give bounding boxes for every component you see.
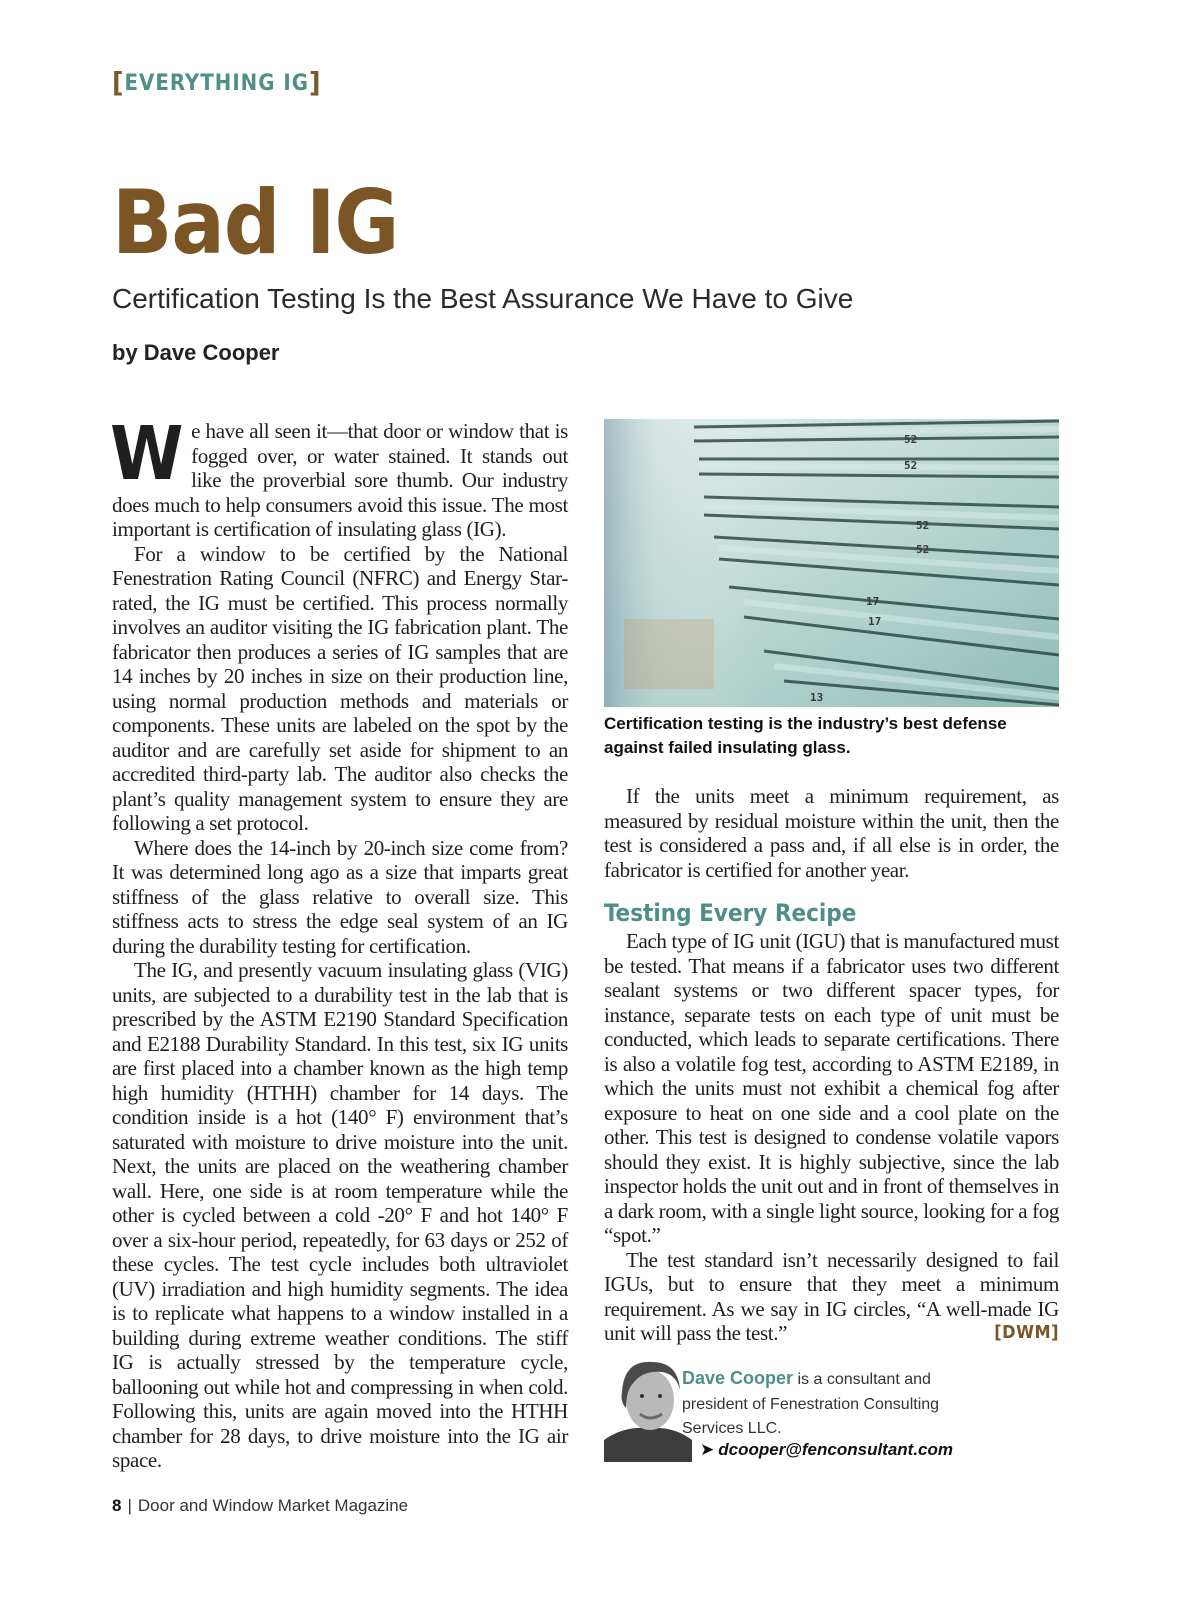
paragraph: If the units meet a minimum requirement, as measured by residual moisture within the unit, then the test is considered a pass and, if all else is in order, the fabricator is certified for another year. — [604, 784, 1059, 882]
left-column — [110, 411, 568, 1473]
author-bio-text: is a consultant and president of Fenestration Consulting Services LLC. — [682, 1371, 940, 1437]
kicker-label: EVERYTHING IG — [124, 71, 309, 96]
paragraph: Each type of IG unit (IGU) that is manufactured must be tested. That means if a fabricator uses two different sealant systems or two different spacer types, for instance, separate tests on each type of unit must be conducted, which leads to separate certifications. There is also a volatile fog test, according to ASTM E2189, in which the units must not exhibit a chemical fog after exposure to heat on one side and a cool plate on the other. This test is designed to condense volatile vapors should they exist. It is highly subjective, since the lab inspector holds the unit out and in front of themselves in a dark room, with a single light source, looking for a fog “spot.” — [604, 929, 1060, 1247]
pane-mark: 13 — [810, 691, 824, 704]
pane-mark: 17 — [868, 615, 882, 628]
glass-stack-photo — [604, 419, 1059, 707]
pane-mark: 52 — [904, 459, 918, 472]
kicker-bracket-open: [ — [112, 66, 125, 99]
pane-mark: 52 — [916, 519, 930, 532]
author-portrait-icon — [604, 1352, 692, 1462]
pane-mark: 17 — [866, 595, 880, 608]
arrow-right-icon: ➤ — [700, 1440, 715, 1459]
paragraph: The IG, and presently vacuum insulating glass (VIG) units, are subjected to a durability test in the lab that is prescribed by the ASTM E2190 Standard Specification and E2188 Durability Standard. In this test, six IG units are first placed into a chamber known as the high temp high humidity (HTHH) chamber for 14 days. The condition inside is a hot (140° F) environment that’s saturated with moisture to drive moisture into the unit. Next, the units are placed on the weathering chamber wall. Here, one side is at room temperature while the other is cycled between a cold -20° F and hot 140° F over a six-hour period, repeatedly, for 63 days or 252 of these cycles. The test cycle includes both ultraviolet (UV) irradiation and high humidity segments. The idea is to replicate what happens to a window installed in a building during extreme weather conditions. The stiff IG is actually stressed by the temperature cycle, ballooning out while hot and compressing in when cold. Following this, units are again moved into the HTHH chamber for 28 days, to drive moisture into the IG air space. — [112, 958, 568, 1472]
pane-mark: 52 — [916, 543, 930, 556]
paragraph: For a window to be certified by the National Fenestration Rating Council (NFRC) and Energy Star-rated, the IG must be certified. This process normally involves an auditor visiting the IG fabrication plant. The fabricator then produces a series of IG samples that are 14 inches by 20 inches in size on their production line, using normal production methods and materials or components. These units are labeled on the spot by the auditor and are carefully set aside for shipment to an accredited third-party lab. The auditor also checks the plant’s quality management system to ensure they are following a set protocol. — [112, 541, 568, 835]
right-column-body — [604, 929, 1059, 1346]
end-mark: [DWM] — [994, 1322, 1059, 1343]
publication-name: Door and Window Market Magazine — [137, 1496, 409, 1515]
right-column-intro — [604, 784, 1059, 882]
author-name: Dave Cooper — [682, 1368, 794, 1388]
email-link[interactable]: dcooper@fenconsultant.com — [718, 1440, 954, 1459]
glass-panes-illustration — [604, 419, 1059, 707]
kicker-bracket-close: ] — [308, 66, 322, 99]
article-title: Bad IG — [112, 171, 399, 274]
section-heading: Testing Every Recipe — [604, 899, 857, 927]
paragraph-text: e have all seen it—that door or window that is fogged over, or water stained. It stands out like the proverbial sore thumb. Our industry does much to help consumers avoid this issue. The most important is certification of insulating glass (IG). — [112, 419, 568, 541]
author-email — [700, 1440, 953, 1460]
author-bio — [682, 1366, 972, 1442]
pane-mark: 52 — [904, 433, 918, 446]
page-footer — [112, 1496, 408, 1516]
drop-cap: W — [110, 411, 184, 497]
footer-separator: | — [127, 1496, 132, 1515]
paragraph — [110, 411, 568, 542]
photo-caption: Certification testing is the industry’s best defense against failed insulating glass. — [604, 714, 1007, 757]
page-number: 8 — [112, 1496, 122, 1515]
section-kicker — [112, 66, 322, 99]
article-subtitle: Certification Testing Is the Best Assurance We Have to Give — [112, 283, 854, 314]
author-avatar — [604, 1352, 692, 1462]
byline: by Dave Cooper — [112, 340, 280, 365]
paragraph — [604, 1248, 1059, 1346]
paragraph: Where does the 14-inch by 20-inch size come from? It was determined long ago as a size that imparts great stiffness of the glass relative to overall size. This stiffness acts to stress the edge seal system of an IG during the durability testing for certification. — [112, 835, 568, 958]
paragraph-text: The test standard isn’t necessarily designed to fail IGUs, but to ensure that they meet a minimum requirement. As we say in IG circles, “A well-made IG unit will pass the test.” — [604, 1247, 1059, 1345]
